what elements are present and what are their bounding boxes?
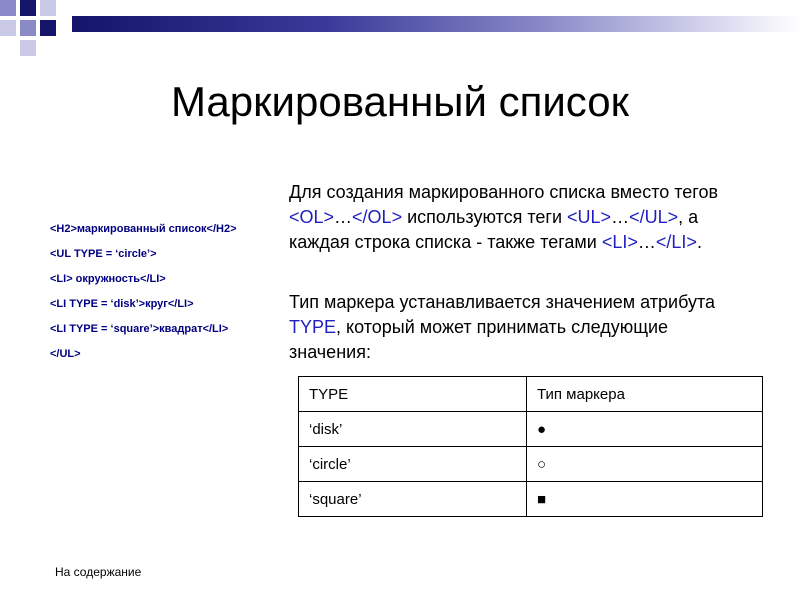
description-paragraph: [289, 180, 749, 255]
tag-ol-open: <OL>: [289, 207, 335, 227]
attr-type: TYPE: [289, 317, 337, 337]
decor-square: [40, 0, 56, 16]
text-span: …: [334, 207, 353, 227]
code-line: </UL>: [50, 348, 81, 360]
code-line: <H2>маркированный список</H2>: [50, 223, 237, 235]
decor-square: [40, 20, 56, 36]
code-line: <LI TYPE = ‘square’>квадрат</LI>: [50, 323, 229, 335]
square-marker-icon: ■: [527, 482, 763, 517]
header-cell-type: TYPE: [299, 377, 527, 412]
tag-ul-close: </UL>: [629, 207, 679, 227]
tag-ol-close: </OL>: [352, 207, 403, 227]
tag-ul-open: <UL>: [567, 207, 612, 227]
circle-marker-icon: ○: [527, 447, 763, 482]
type-cell: ‘circle’: [299, 447, 527, 482]
header-cell-marker: Тип маркера: [527, 377, 763, 412]
type-cell: ‘disk’: [299, 412, 527, 447]
table-header-row: [299, 377, 763, 412]
header-gradient-bar: [72, 16, 800, 32]
table-row: [299, 482, 763, 517]
corner-squares-decoration: [0, 0, 70, 56]
decor-square: [20, 20, 36, 36]
text-span: …: [611, 207, 630, 227]
text-span: .: [696, 232, 702, 252]
type-cell: ‘square’: [299, 482, 527, 517]
text-span: используются теги: [402, 207, 568, 227]
table-row: [299, 447, 763, 482]
code-line: <LI TYPE = ‘disk’>круг</LI>: [50, 298, 194, 310]
slide-title: Маркированный список: [170, 78, 630, 125]
decor-square: [20, 0, 36, 16]
text-span: , а каждая строка списка - также тегами: [289, 207, 699, 252]
code-sample: [50, 222, 270, 372]
decor-square: [20, 40, 36, 56]
decor-square: [0, 20, 16, 36]
marker-type-paragraph: [289, 290, 749, 365]
decor-square: [0, 0, 16, 16]
tag-li-close: </LI>: [655, 232, 697, 252]
text-span: …: [637, 232, 656, 252]
text-span: Для создания маркированного списка вместо тегов: [289, 182, 719, 202]
tag-li-open: <LI>: [601, 232, 638, 252]
marker-types-table: [298, 376, 763, 517]
code-line: <LI> окружность</LI>: [50, 273, 166, 285]
disk-marker-icon: ●: [527, 412, 763, 447]
contents-link[interactable]: На содержание: [55, 565, 142, 579]
text-span: , который может принимать следующие значения:: [289, 317, 669, 362]
text-span: Тип маркера устанавливается значением атрибута: [289, 292, 716, 312]
code-line: <UL TYPE = ‘circle’>: [50, 248, 157, 260]
table-row: [299, 412, 763, 447]
